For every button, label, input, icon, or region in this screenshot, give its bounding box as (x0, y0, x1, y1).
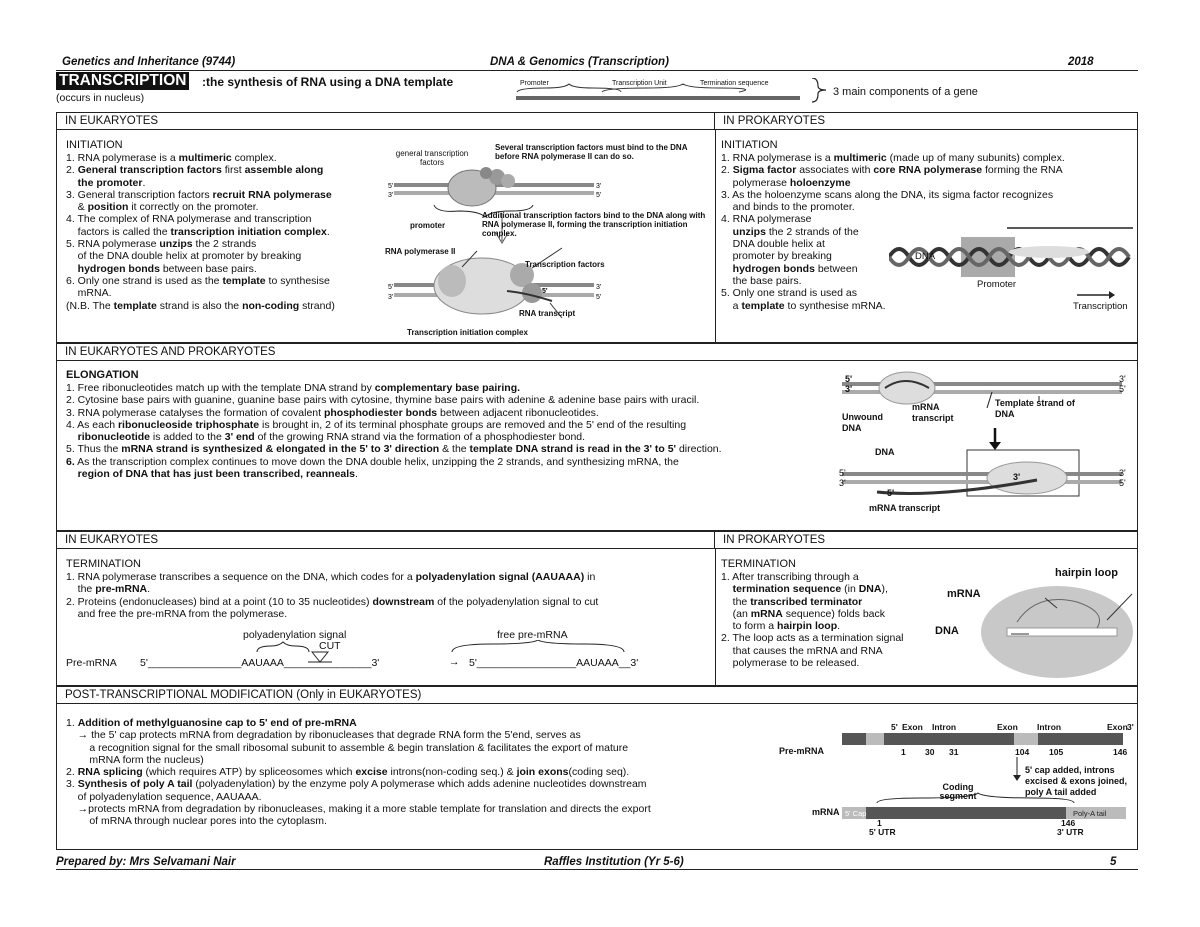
title-definition: :the synthesis of RNA using a DNA template (202, 75, 454, 89)
initiation-pro-heading: IN PROKARYOTES (715, 113, 1137, 130)
initiation-euk-line: mRNA. (66, 287, 112, 300)
elong-5b: 5' (1119, 384, 1126, 394)
initiation-pro-line: polymerase holoenzyme (721, 176, 851, 189)
initiation-euk-title: INITIATION (66, 139, 123, 151)
post-top-label: Exon (902, 722, 923, 732)
elong-mrna-transcript: mRNA transcript (869, 503, 941, 513)
initiation-euk-line: 1. RNA polymerase is a multimeric complex. (66, 152, 277, 164)
elongation-line: 1. Free ribonucleotides match up with the template DNA strand by complementary base pairing. (66, 382, 521, 394)
post-top-label: 3' (1127, 722, 1134, 732)
termination-pro-line: (an mRNA sequence) folds back (721, 607, 886, 620)
free-pre-label: free pre-mRNA (497, 629, 568, 641)
post-number-label: 1 (901, 747, 906, 757)
gene-terminator-label: Termination sequence (700, 80, 769, 87)
initiation-pro-line: unzips the 2 strands of the (732, 225, 859, 238)
polya-label: Poly-A tail (1073, 809, 1107, 818)
termination-pro-list (721, 571, 971, 669)
coding-label: Coding segment (939, 782, 977, 801)
chapter-title: DNA & Genomics (Transcription) (490, 56, 669, 68)
mrna-n146: 146 (1061, 818, 1076, 828)
post-top-label: Exon (997, 722, 1018, 732)
cap-label: 5' Cap (845, 809, 867, 818)
note1-label: Several transcription factors must bind to the DNA before RNA polymerase II can do so. (495, 143, 688, 161)
svg-text:5': 5' (388, 183, 394, 190)
post-line: → the 5' cap protects mRNA from degradation by ribonucleases that degrade RNA form the 5'end, serves as (66, 729, 581, 742)
title-badge: TRANSCRIPTION (56, 72, 189, 90)
initiation-euk-line: factors is called the transcription initiation complex. (66, 225, 330, 238)
post-line: mRNA form the nucleus) (66, 753, 204, 766)
initiation-euk-line: 5. RNA polymerase unzips the 2 strands (66, 238, 257, 251)
rnapol-label: RNA polymerase II (385, 247, 456, 256)
post-line: a recognition signal for the small ribosomal subunit to assemble & begin translation & facilitates the export of mature (66, 741, 629, 754)
elong-3d: 3' (1119, 468, 1126, 478)
mrna-transcript-top: mRNA transcript (912, 402, 954, 423)
post-line: of mRNA through nuclear pores into the cytoplasm. (66, 815, 327, 828)
initiation-euk-line: hydrogen bonds between base pairs. (77, 262, 257, 275)
pre-mrna-diagram-label: Pre-mRNA (779, 746, 825, 756)
post-line: of polyadenylation sequence, AAUAAA. (66, 790, 262, 803)
termination-euk-list (66, 571, 706, 620)
elongation-line: 5. Thus the mRNA strand is synthesized & elongated in the 5' to 3' direction & the template DNA strand is read in the 3' to 5' direction. (66, 443, 722, 456)
gene-components-diagram (512, 78, 832, 106)
term-dna-label: DNA (935, 625, 959, 637)
initiation-pro-line: 4. RNA polymerase (721, 213, 812, 226)
elongation-text (66, 369, 836, 480)
termination-pro-line: 1. After transcribing through a (721, 571, 859, 583)
footer-institution: Raffles Institution (Yr 5-6) (544, 856, 684, 868)
elongation-line: 3. RNA polymerase catalyses the formation of covalent phosphodiester bonds between adjacent ribonucleotides. (66, 406, 599, 419)
elongation-list (66, 382, 836, 480)
post-text (66, 717, 796, 828)
elongation-line: 6. As the transcription complex continues to move down the DNA double helix, unzipping the 2 strands, and synthesizing mRNA, the (66, 455, 679, 468)
elongation-line: ribonucleotide is added to the 3' end of the growing RNA strand via the formation of a phosphodiester bond. (77, 431, 586, 444)
mrna-diagram-label: mRNA (812, 807, 840, 817)
post-line: 3. Synthesis of poly A tail (polyadenylation) by the enzyme poly A polymerase which adds adenine nucleotides downstream (66, 778, 647, 791)
termination-pro-line: the transcribed terminator (721, 595, 863, 608)
utr5-label: 5' UTR (869, 827, 896, 837)
termination-euk-line: 1. RNA polymerase transcribes a sequence on the DNA, which codes for a polyadenylation signal (AAUAAA) in (66, 571, 596, 583)
svg-text:3': 3' (596, 183, 602, 190)
post-number-label: 105 (1049, 747, 1064, 757)
termination-section (56, 531, 1138, 686)
elong-5e: 5' (887, 488, 895, 498)
initiation-pro-line: DNA double helix at (721, 238, 825, 251)
footer-author: Prepared by: Mrs Selvamani Nair (56, 856, 236, 868)
utr3-label: 3' UTR (1057, 827, 1084, 837)
promoter-label: promoter (410, 221, 446, 230)
note2-label: Additional transcription factors bind to the DNA along with RNA polymerase II, forming the transcription initiation complex. (482, 211, 706, 238)
elongation-heading: IN EUKARYOTES AND PROKARYOTES (57, 344, 1137, 361)
initiation-pro-line: 3. As the holoenzyme scans along the DNA, its sigma factor recognizes (721, 188, 1054, 201)
initiation-euk-line: of the DNA double helix at promoter by breaking (66, 250, 302, 263)
initiation-euk-line: 2. General transcription factors first assemble along (66, 164, 324, 177)
svg-text:3': 3' (388, 294, 394, 301)
elongation-line: 2. Cytosine base pairs with guanine, guanine base pairs with cytosine, thymine base pairs with adenine & adenine base pairs with uracil. (66, 394, 700, 407)
post-top-label: 5' (891, 722, 898, 732)
initiation-pro-line: 1. RNA polymerase is a multimeric (made up of many subunits) complex. (721, 152, 1065, 164)
initiation-euk-list (66, 152, 396, 312)
post-number-label: 30 (925, 747, 935, 757)
gene-components-caption: 3 main components of a gene (833, 86, 978, 98)
elongation-diagram (837, 368, 1135, 518)
termination-pro-line: to form a hairpin loop. (721, 620, 841, 633)
unwound-label: Unwound DNA (842, 412, 883, 433)
initiation-pro-line: a template to synthesise mRNA. (721, 299, 886, 312)
complex-label: Transcription initiation complex (407, 328, 528, 337)
svg-text:5': 5' (542, 288, 548, 295)
initiation-euk-line: 6. Only one strand is used as the template to synthesise (66, 274, 330, 287)
termination-euk-title: TERMINATION (66, 558, 141, 570)
initiation-pro-line: hydrogen bonds between (732, 262, 858, 275)
gtf-label: general transcription factors (395, 149, 469, 167)
post-heading: POST-TRANSCRIPTIONAL MODIFICATION (Only in EUKARYOTES) (57, 687, 1137, 704)
initiation-euk-heading: IN EUKARYOTES (57, 113, 715, 130)
elong-dna-label: DNA (875, 447, 895, 457)
initiation-pro-diagram (889, 225, 1133, 307)
pro-dna-label: DNA (915, 251, 936, 262)
seq-arrow: → (449, 656, 460, 668)
hairpin-label: hairpin loop (1055, 567, 1118, 579)
termination-euk-line: the pre-mRNA. (66, 583, 151, 596)
post-step-label: 5' cap added, introns excised & exons joined, poly A tail added (1025, 765, 1128, 797)
elong-5c: 5' (839, 468, 846, 478)
year: 2018 (1068, 56, 1094, 68)
initiation-euk-line: 3. General transcription factors recruit RNA polymerase (66, 188, 332, 201)
post-number-label: 104 (1015, 747, 1030, 757)
mrna-n1: 1 (877, 818, 882, 828)
initiation-euk-line: the promoter. (77, 176, 146, 189)
post-line: 1. Addition of methylguanosine cap to 5' end of pre-mRNA (66, 717, 357, 729)
title-note: (occurs in nucleus) (56, 92, 145, 104)
page-number: 5 (1110, 856, 1117, 868)
svg-text:3': 3' (596, 284, 602, 291)
termination-pro-line: that causes the mRNA and RNA (721, 644, 883, 657)
termination-pro-title: TERMINATION (721, 558, 796, 570)
template-strand-label: Template strand of DNA (995, 398, 1075, 419)
post-top-label: Intron (1037, 722, 1062, 732)
post-number-label: 31 (949, 747, 959, 757)
cut-label: CUT (319, 640, 341, 652)
rna-transcript-label: RNA transcript (519, 309, 576, 318)
svg-text:5': 5' (596, 192, 602, 199)
termination-euk-text (66, 558, 706, 620)
term-mrna-label: mRNA (947, 588, 981, 600)
elongation-line: region of DNA that has just been transcribed, reanneals. (77, 468, 358, 481)
elong-3a: 3' (845, 384, 853, 394)
pre-mrna-sequence: 5'________________AAUAAA_______________3' (140, 657, 380, 669)
elong-3c: 3' (839, 478, 846, 488)
post-line: 2. RNA splicing (which requires ATP) by spliceosomes which excise introns(non-coding seq.) & join exons(coding seq). (66, 766, 630, 779)
post-top-label: Intron (932, 722, 957, 732)
tf-label: Transcription factors (525, 260, 605, 269)
post-list (66, 717, 796, 828)
post-number-label: 146 (1113, 747, 1128, 757)
termination-pro-heading: IN PROKARYOTES (715, 532, 1137, 549)
post-top-labels (837, 722, 1137, 734)
termination-euk-line: 2. Proteins (endonucleases) bind at a point (10 to 35 nucleotides) downstream of the polyadenylation signal to cut (66, 595, 599, 608)
elong-5a: 5' (845, 374, 853, 384)
termination-euk-heading: IN EUKARYOTES (57, 532, 715, 549)
elong-5d: 5' (1119, 478, 1126, 488)
initiation-pro-line: 5. Only one strand is used as (721, 287, 857, 300)
post-number-labels (837, 747, 1137, 759)
post-section (56, 686, 1138, 850)
gene-promoter-label: Promoter (520, 80, 549, 87)
svg-text:5': 5' (388, 284, 394, 291)
initiation-pro-line: 2. Sigma factor associates with core RNA polymerase forming the RNA (721, 164, 1063, 177)
post-line: →protects mRNA from degradation by ribonucleases, making it a more stable template for translation and directs the export (66, 803, 651, 816)
pro-promoter-label: Promoter (977, 279, 1017, 290)
svg-text:5': 5' (596, 294, 602, 301)
footer-rule (56, 869, 1138, 870)
initiation-euk-text (66, 139, 396, 312)
header-rule (56, 70, 1138, 71)
poly-signal-label: polyadenylation signal (243, 629, 347, 641)
initiation-pro-title: INITIATION (721, 139, 778, 151)
post-top-label: Exon (1107, 722, 1128, 732)
elongation-title: ELONGATION (66, 369, 139, 381)
termination-pro-diagram (977, 562, 1137, 686)
initiation-pro-line: and binds to the promoter. (721, 201, 855, 214)
elongation-section (56, 343, 1138, 531)
initiation-euk-line: & position it correctly on the promoter. (66, 201, 259, 214)
initiation-pro-line: promoter by breaking (721, 250, 832, 263)
pre-mrna-label: Pre-mRNA (66, 657, 117, 669)
initiation-section (56, 112, 1138, 343)
pro-transcription-label: Transcription (1073, 301, 1128, 312)
initiation-euk-line: 4. The complex of RNA polymerase and transcription (66, 213, 312, 226)
termination-pro-line: termination sequence (in DNA), (732, 583, 888, 596)
termination-pro-line: polymerase to be released. (721, 657, 860, 670)
elongation-line: 4. As each ribonucleoside triphosphate is brought in, 2 of its terminal phosphate groups are removed and the 5' end of the resulting (66, 418, 687, 431)
termination-pro-line: 2. The loop acts as a termination signal (721, 632, 904, 645)
initiation-euk-line: (N.B. The template strand is also the non-coding strand) (66, 299, 335, 312)
svg-text:3': 3' (388, 192, 394, 199)
elong-3b: 3' (1119, 374, 1126, 384)
termination-pro-text (721, 558, 971, 669)
free-pre-mrna-sequence: 5'_________________AAUAAA__3' (469, 657, 639, 669)
course-title: Genetics and Inheritance (9744) (62, 56, 236, 68)
gene-unit-label: Transcription Unit (612, 80, 667, 87)
elong-3e: 3' (1013, 472, 1021, 482)
initiation-pro-line: the base pairs. (721, 274, 802, 287)
termination-euk-line: and free the pre-mRNA from the polymerase. (66, 607, 288, 620)
